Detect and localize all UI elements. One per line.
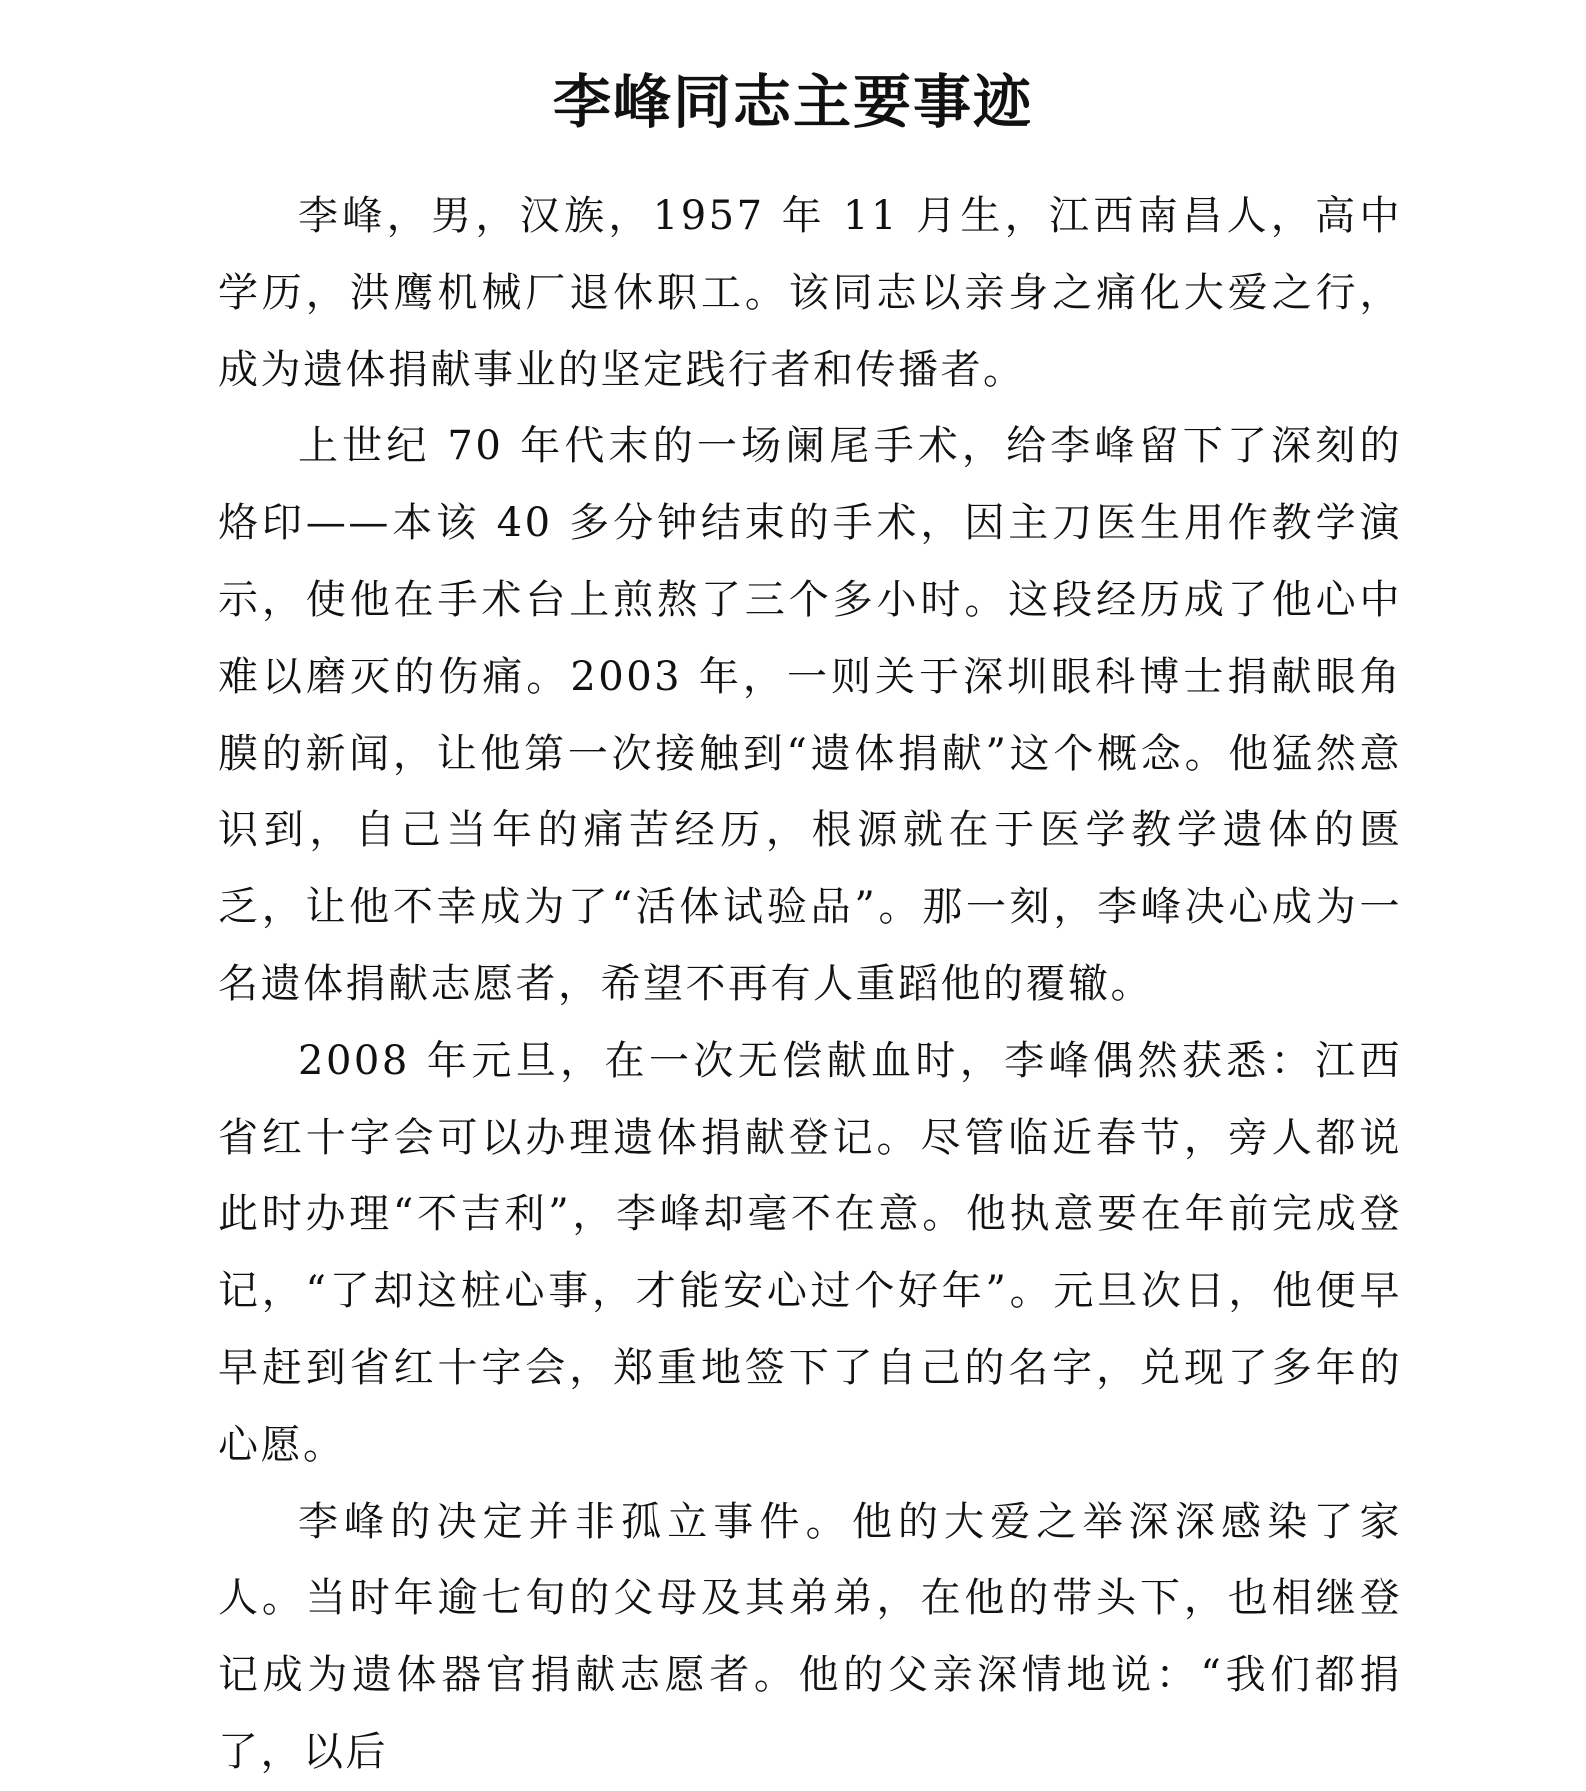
paragraph-3: 2008 年元旦，在一次无偿献血时，李峰偶然获悉：江西省红十字会可以办理遗体捐献登记。尽管临近春节，旁人都说此时办理“不吉利”，李峰却毫不在意。他执意要在年前完成登记，“了却这桩心事，才能安心过个好年”。元旦次日，他便早早赶到省红十字会，郑重地签下了自己的名字，兑现了多年的心愿。	[218, 1037, 1402, 1468]
paragraph-1: 李峰，男，汉族，1957 年 11 月生，江西南昌人，高中学历，洪鹰机械厂退休职工。该同志以亲身之痛化大爱之行，成为遗体捐献事业的坚定践行者和传播者。	[218, 193, 1402, 393]
paragraph-4: 李峰的决定并非孤立事件。他的大爱之举深深感染了家人。当时年逾七旬的父母及其弟弟，在他的带头下，也相继登记成为遗体器官捐献志愿者。他的父亲深情地说：“我们都捐了，以后	[218, 1498, 1402, 1775]
document-body	[218, 178, 1402, 1791]
document-title: 李峰同志主要事迹	[552, 68, 1033, 136]
paragraph-2: 上世纪 70 年代末的一场阑尾手术，给李峰留下了深刻的烙印——本该 40 多分钟结束的手术，因主刀医生用作教学演示，使他在手术台上煎熬了三个多小时。这段经历成了他心中难以磨灭的伤痛。2003 年，一则关于深圳眼科博士捐献眼角膜的新闻，让他第一次接触到“遗体捐献”这个概念。他猛然意识到，自己当年的痛苦经历，根源就在于医学教学遗体的匮乏，让他不幸成为了“活体试验品”。那一刻，李峰决心成为一名遗体捐献志愿者，希望不再有人重蹈他的覆辙。	[218, 423, 1402, 1007]
